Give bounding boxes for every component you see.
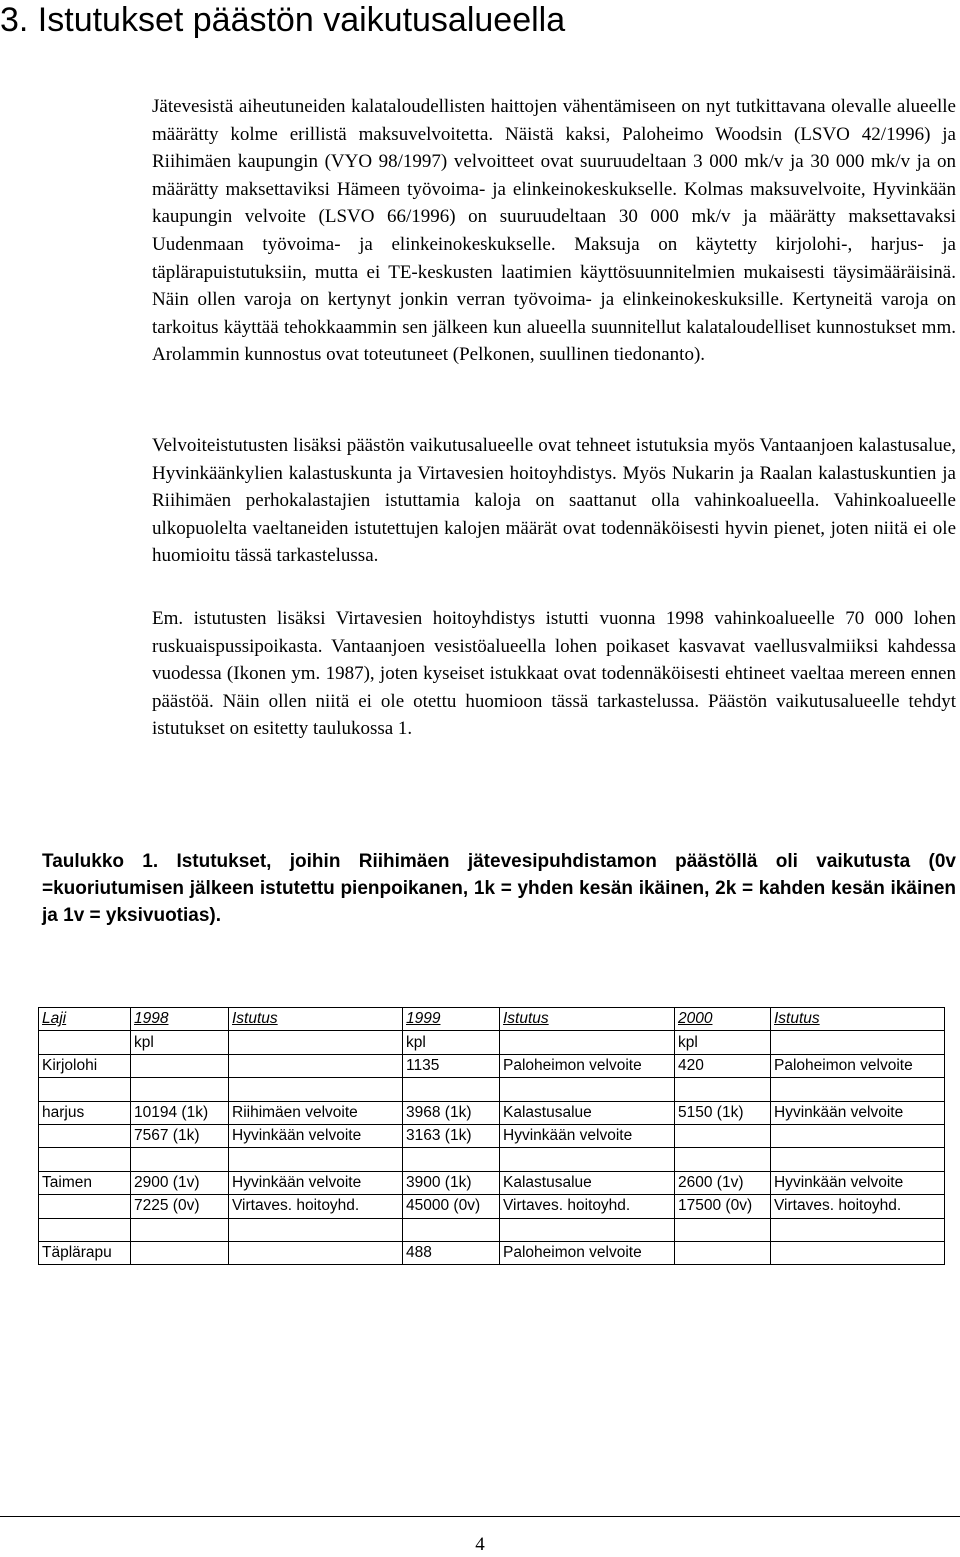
- cell-istutus-1998: Hyvinkään velvoite: [229, 1171, 403, 1194]
- cell-laji: [39, 1078, 131, 1101]
- header-cell-count-1999: 1999: [403, 1008, 500, 1031]
- cell-istutus-2000: Virtaves. hoitoyhd.: [771, 1195, 945, 1218]
- cell-count-1998: 10194 (1k): [131, 1101, 229, 1124]
- cell-istutus-1998: [229, 1031, 403, 1054]
- cell-istutus-2000: [771, 1241, 945, 1264]
- cell-laji: Kirjolohi: [39, 1054, 131, 1077]
- cell-count-1999: 3968 (1k): [403, 1101, 500, 1124]
- cell-istutus-1998: [229, 1241, 403, 1264]
- table-row: [39, 1124, 945, 1147]
- cell-istutus-1998: Riihimäen velvoite: [229, 1101, 403, 1124]
- footer-divider: [0, 1516, 960, 1517]
- cell-count-2000: [675, 1218, 771, 1241]
- cell-istutus-2000: [771, 1078, 945, 1101]
- table-row: [39, 1078, 945, 1101]
- cell-istutus-1998: Hyvinkään velvoite: [229, 1124, 403, 1147]
- cell-laji: [39, 1218, 131, 1241]
- cell-istutus-1998: [229, 1078, 403, 1101]
- table-caption: Taulukko 1. Istutukset, joihin Riihimäen jätevesipuhdistamon päästöllä oli vaikutusta (0v =kuoriutumisen jälkeen istutettu pienpoikanen, 1k = yhden kesän ikäinen, 2k = kahden kesän ikäinen ja 1v = yksivuotias).: [42, 851, 956, 926]
- header-cell-istutus-1999: Istutus: [500, 1008, 675, 1031]
- cell-count-1998: [131, 1218, 229, 1241]
- cell-istutus-1999: [500, 1031, 675, 1054]
- table-row: [39, 1171, 945, 1194]
- header-cell-count-1998: 1998: [131, 1008, 229, 1031]
- page-number: 4: [475, 1534, 485, 1555]
- cell-istutus-2000: Hyvinkään velvoite: [771, 1171, 945, 1194]
- cell-istutus-1999: Kalastusalue: [500, 1101, 675, 1124]
- cell-laji: [39, 1195, 131, 1218]
- paragraph: Velvoiteistutusten lisäksi päästön vaikutusalueelle ovat tehneet istutuksia myös Vantaanjoen kalastusalue, Hyvinkäänkylien kalastuskunta ja Virtavesien hoitoyhdistys. Myös Nukarin ja Raalan kalastuskuntien ja Riihimäen perhokalastajien istuttamia kaloja on saattanut olla vahinkoalueella. Vahinkoalueelle ulkopuolelta vaeltaneiden istutettujen kalojen määrät ovat todennäköisesti hyvin pienet, joten niitä ei ole huomioitu tässä tarkastelussa.: [152, 435, 956, 567]
- cell-istutus-1999: Hyvinkään velvoite: [500, 1124, 675, 1147]
- cell-istutus-2000: [771, 1124, 945, 1147]
- cell-count-1999: 3163 (1k): [403, 1124, 500, 1147]
- cell-count-2000: 17500 (0v): [675, 1195, 771, 1218]
- cell-count-1998: kpl: [131, 1031, 229, 1054]
- cell-laji: [39, 1124, 131, 1147]
- cell-istutus-1999: Kalastusalue: [500, 1171, 675, 1194]
- cell-count-2000: [675, 1124, 771, 1147]
- cell-istutus-1998: [229, 1218, 403, 1241]
- table-row: [39, 1101, 945, 1124]
- header-cell-laji: Laji: [39, 1008, 131, 1031]
- cell-istutus-1999: [500, 1218, 675, 1241]
- table-row: [39, 1054, 945, 1077]
- paragraph: Em. istutusten lisäksi Virtavesien hoitoyhdistys istutti vuonna 1998 vahinkoalueelle 70 000 lohen ruskuaispussipoikasta. Vantaanjoen vesistöalueella lohen poikaset kasvavat vaellusvalmiiksi kahdessa vuodessa (Ikonen ym. 1987), joten kyseiset istukkaat ovat todennäköisesti ehtineet vaeltaa mereen ennen päästöä. Näin ollen niitä ei ole otettu huomioon tässä tarkastelussa. Päästön vaikutusalueelle tehdyt istutukset on esitetty taulukossa 1.: [152, 608, 956, 740]
- cell-count-1998: [131, 1148, 229, 1171]
- cell-istutus-2000: Paloheimon velvoite: [771, 1054, 945, 1077]
- cell-istutus-1998: [229, 1148, 403, 1171]
- cell-istutus-1999: Paloheimon velvoite: [500, 1241, 675, 1264]
- cell-count-1998: 7225 (0v): [131, 1195, 229, 1218]
- table-header-row: [39, 1008, 945, 1031]
- cell-count-1999: 45000 (0v): [403, 1195, 500, 1218]
- table-row: [39, 1195, 945, 1218]
- cell-count-2000: 420: [675, 1054, 771, 1077]
- cell-laji: [39, 1148, 131, 1171]
- cell-count-1998: 7567 (1k): [131, 1124, 229, 1147]
- cell-count-1999: 3900 (1k): [403, 1171, 500, 1194]
- cell-laji: Täplärapu: [39, 1241, 131, 1264]
- header-cell-istutus-2000: Istutus: [771, 1008, 945, 1031]
- cell-count-1998: [131, 1078, 229, 1101]
- cell-istutus-1999: Paloheimon velvoite: [500, 1054, 675, 1077]
- cell-istutus-1999: [500, 1148, 675, 1171]
- cell-count-2000: kpl: [675, 1031, 771, 1054]
- cell-istutus-2000: [771, 1148, 945, 1171]
- cell-count-2000: 5150 (1k): [675, 1101, 771, 1124]
- cell-count-2000: [675, 1241, 771, 1264]
- cell-count-1999: [403, 1078, 500, 1101]
- table-row: [39, 1148, 945, 1171]
- cell-count-1999: 488: [403, 1241, 500, 1264]
- cell-istutus-1999: Virtaves. hoitoyhd.: [500, 1195, 675, 1218]
- cell-count-1999: 1135: [403, 1054, 500, 1077]
- stocking-table: [38, 1007, 945, 1265]
- section-heading: 3. Istutukset päästön vaikutusalueella: [0, 1, 566, 39]
- table-row: [39, 1031, 945, 1054]
- cell-istutus-1998: Virtaves. hoitoyhd.: [229, 1195, 403, 1218]
- cell-count-1998: [131, 1054, 229, 1077]
- cell-count-1999: kpl: [403, 1031, 500, 1054]
- cell-count-1998: 2900 (1v): [131, 1171, 229, 1194]
- cell-istutus-2000: [771, 1218, 945, 1241]
- table-row: [39, 1218, 945, 1241]
- cell-istutus-2000: [771, 1031, 945, 1054]
- cell-count-1998: [131, 1241, 229, 1264]
- header-cell-istutus-1998: Istutus: [229, 1008, 403, 1031]
- cell-istutus-1998: [229, 1054, 403, 1077]
- cell-count-2000: 2600 (1v): [675, 1171, 771, 1194]
- paragraph: Jätevesistä aiheutuneiden kalataloudellisten haittojen vähentämiseen on nyt tutkittavana olevalle alueelle määrätty kolme erillistä maksuvelvoitetta. Näistä kaksi, Paloheimo Woodsin (LSVO 42/1996) ja Riihimäen kaupungin (VYO 98/1997) velvoitteet ovat suuruudeltaan 3 000 mk/v ja 30 000 mk/v ja on määrätty maksettaviksi Hämeen työvoima- ja elinkeinokeskukselle. Kolmas maksuvelvoite, Hyvinkään kaupungin velvoite (LSVO 66/1996) on suuruudeltaan 30 000 mk/v ja määrätty maksettavaksi Uudenmaan työvoima- ja elinkeinokeskukselle. Maksuja on käytetty kirjolohi-, harjus- ja täplärapuistutuksiin, mutta ei TE-keskusten laatimien käyttösuunnitelmien mukaisesti täysimääräisinä. Näin ollen varoja on kertynyt jonkin verran työvoima- ja elinkeinokeskuksille. Kertyneitä varoja on tarkoitus käyttää tehokkaammin sen jälkeen kun alueella suunnitellut kalataloudelliset kunnostukset mm. Arolammin kunnostus ovat toteutuneet (Pelkonen, suullinen tiedonanto).: [152, 96, 956, 366]
- cell-count-2000: [675, 1078, 771, 1101]
- header-cell-count-2000: 2000: [675, 1008, 771, 1031]
- cell-laji: harjus: [39, 1101, 131, 1124]
- cell-count-2000: [675, 1148, 771, 1171]
- cell-laji: Taimen: [39, 1171, 131, 1194]
- table-row: [39, 1241, 945, 1264]
- cell-laji: [39, 1031, 131, 1054]
- cell-count-1999: [403, 1148, 500, 1171]
- cell-count-1999: [403, 1218, 500, 1241]
- cell-istutus-1999: [500, 1078, 675, 1101]
- cell-istutus-2000: Hyvinkään velvoite: [771, 1101, 945, 1124]
